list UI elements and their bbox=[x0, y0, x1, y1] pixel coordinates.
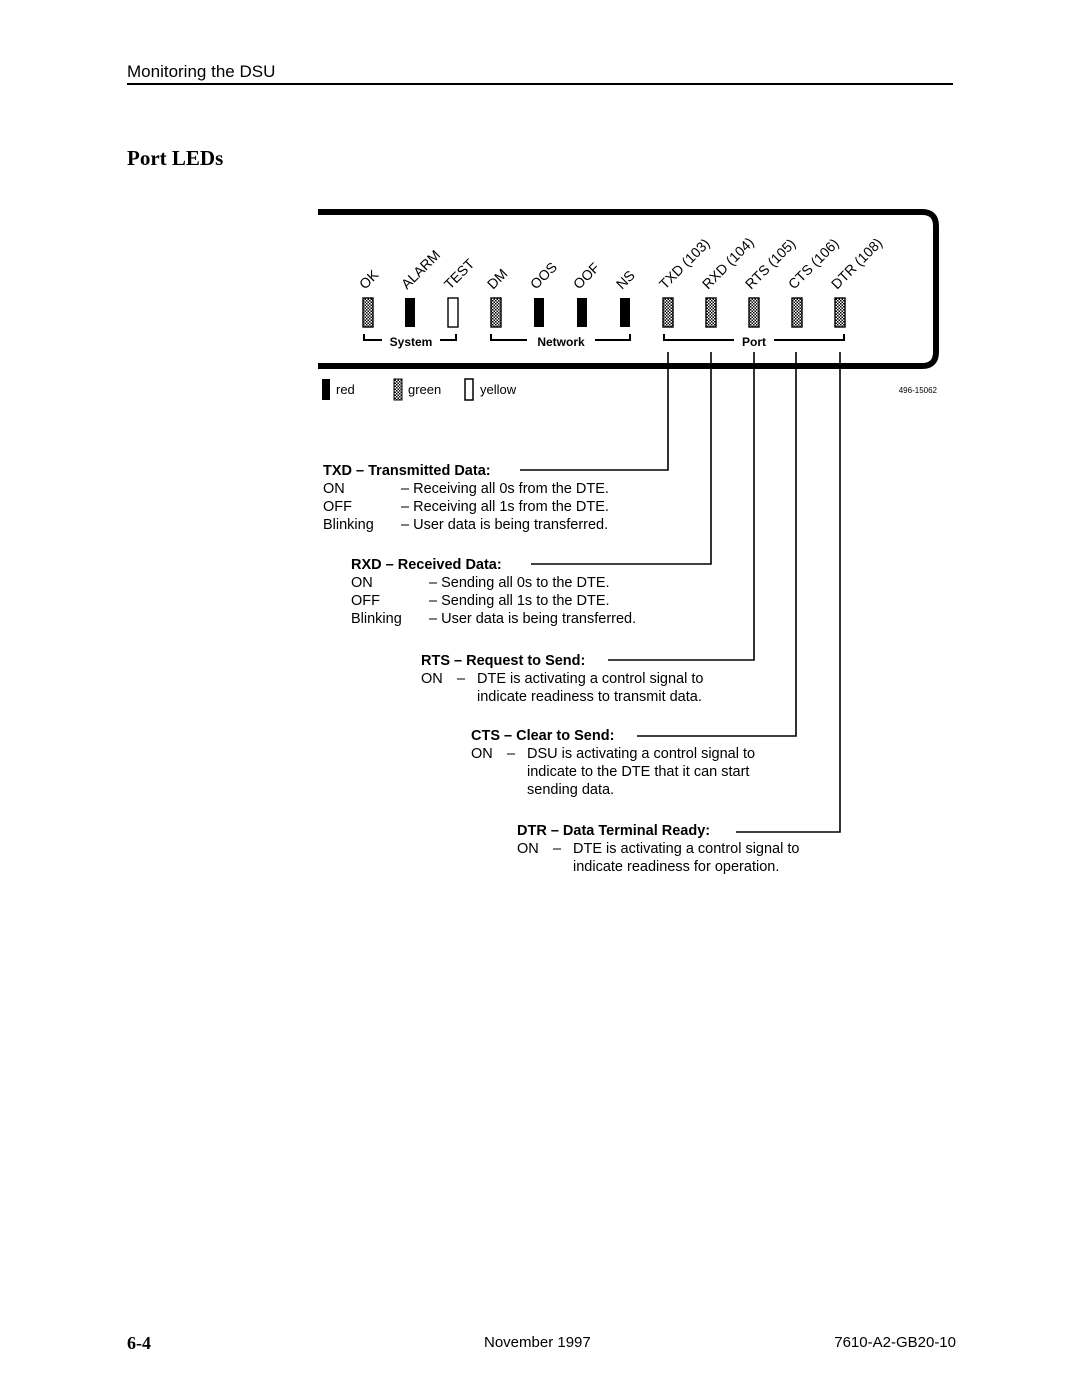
cts-line-3: sending data. bbox=[527, 782, 615, 798]
cts-dash: – bbox=[507, 746, 516, 762]
cts-state: ON bbox=[471, 746, 493, 762]
led-rts bbox=[749, 298, 759, 327]
rts-description bbox=[421, 652, 703, 706]
led-label-oof: OOF bbox=[569, 259, 603, 293]
legend-green-swatch bbox=[394, 379, 402, 400]
rxd-state-off: OFF bbox=[351, 593, 380, 609]
led-alarm bbox=[405, 298, 415, 327]
txd-state-off: OFF bbox=[323, 499, 352, 515]
cts-heading: CTS – Clear to Send: bbox=[471, 728, 615, 744]
led-label-alarm: ALARM bbox=[397, 246, 444, 293]
led-label-txd: TXD (103) bbox=[655, 235, 713, 293]
led-cts bbox=[792, 298, 802, 327]
rxd-state-on: ON bbox=[351, 575, 373, 591]
led-label-cts: CTS (106) bbox=[784, 235, 842, 293]
cts-description bbox=[471, 727, 755, 799]
led-rxd bbox=[706, 298, 716, 327]
group-label-system: System bbox=[389, 335, 433, 349]
dtr-line-2: indicate readiness for operation. bbox=[573, 859, 780, 875]
rts-line-1: DTE is activating a control signal to bbox=[477, 671, 704, 687]
dtr-line-1: DTE is activating a control signal to bbox=[573, 841, 800, 857]
legend-green-label: green bbox=[408, 382, 442, 397]
led-test bbox=[448, 298, 458, 327]
running-head: Monitoring the DSU bbox=[127, 62, 276, 81]
txd-text-on: – Receiving all 0s from the DTE. bbox=[401, 481, 609, 497]
dtr-heading: DTR – Data Terminal Ready: bbox=[517, 823, 711, 839]
txd-state-on: ON bbox=[323, 481, 345, 497]
led-label-ok: OK bbox=[355, 266, 382, 293]
txd-description bbox=[323, 462, 609, 534]
footer-date: November 1997 bbox=[484, 1334, 591, 1351]
led-label-dtr: DTR (108) bbox=[827, 234, 886, 293]
txd-heading: TXD – Transmitted Data: bbox=[323, 463, 491, 479]
led-dm bbox=[491, 298, 501, 327]
rxd-heading: RXD – Received Data: bbox=[351, 557, 502, 573]
led-label-dm: DM bbox=[483, 265, 511, 293]
cts-line-2: indicate to the DTE that it can start bbox=[527, 764, 750, 780]
page-number: 6-4 bbox=[127, 1333, 151, 1353]
dtr-state: ON bbox=[517, 841, 539, 857]
rts-line-2: indicate readiness to transmit data. bbox=[477, 689, 702, 705]
txd-leader bbox=[520, 352, 668, 470]
led-label-rts: RTS (105) bbox=[741, 235, 799, 293]
txd-state-blinking: Blinking bbox=[323, 517, 374, 533]
legend-yellow-swatch bbox=[465, 379, 473, 400]
doc-number: 7610-A2-GB20-10 bbox=[834, 1334, 956, 1351]
rxd-text-on: – Sending all 0s to the DTE. bbox=[429, 575, 610, 591]
led-label-oos: OOS bbox=[526, 258, 561, 293]
rts-dash: – bbox=[457, 671, 466, 687]
legend-red-swatch bbox=[322, 379, 330, 400]
led-ok bbox=[363, 298, 373, 327]
led-oos bbox=[534, 298, 544, 327]
txd-text-blinking: – User data is being transferred. bbox=[401, 517, 609, 533]
led-ns bbox=[620, 298, 630, 327]
group-label-port: Port bbox=[742, 335, 766, 349]
rxd-text-blinking: – User data is being transferred. bbox=[429, 611, 637, 627]
rxd-state-blinking: Blinking bbox=[351, 611, 402, 627]
section-title: Port LEDs bbox=[127, 146, 224, 170]
led-label-ns: NS bbox=[612, 267, 638, 293]
rts-heading: RTS – Request to Send: bbox=[421, 653, 586, 669]
group-label-network: Network bbox=[537, 335, 585, 349]
legend-yellow-label: yellow bbox=[480, 382, 517, 397]
cts-line-1: DSU is activating a control signal to bbox=[527, 746, 756, 762]
txd-text-off: – Receiving all 1s from the DTE. bbox=[401, 499, 609, 515]
rxd-description bbox=[351, 556, 636, 628]
dtr-dash: – bbox=[553, 841, 562, 857]
legend-red-label: red bbox=[336, 382, 355, 397]
rts-state: ON bbox=[421, 671, 443, 687]
led-txd bbox=[663, 298, 673, 327]
led-oof bbox=[577, 298, 587, 327]
led-label-test: TEST bbox=[440, 255, 478, 293]
dtr-description bbox=[517, 822, 799, 876]
rxd-text-off: – Sending all 1s to the DTE. bbox=[429, 593, 610, 609]
led-label-rxd: RXD (104) bbox=[698, 234, 757, 293]
led-dtr bbox=[835, 298, 845, 327]
figure-id: 496-15062 bbox=[898, 386, 937, 395]
